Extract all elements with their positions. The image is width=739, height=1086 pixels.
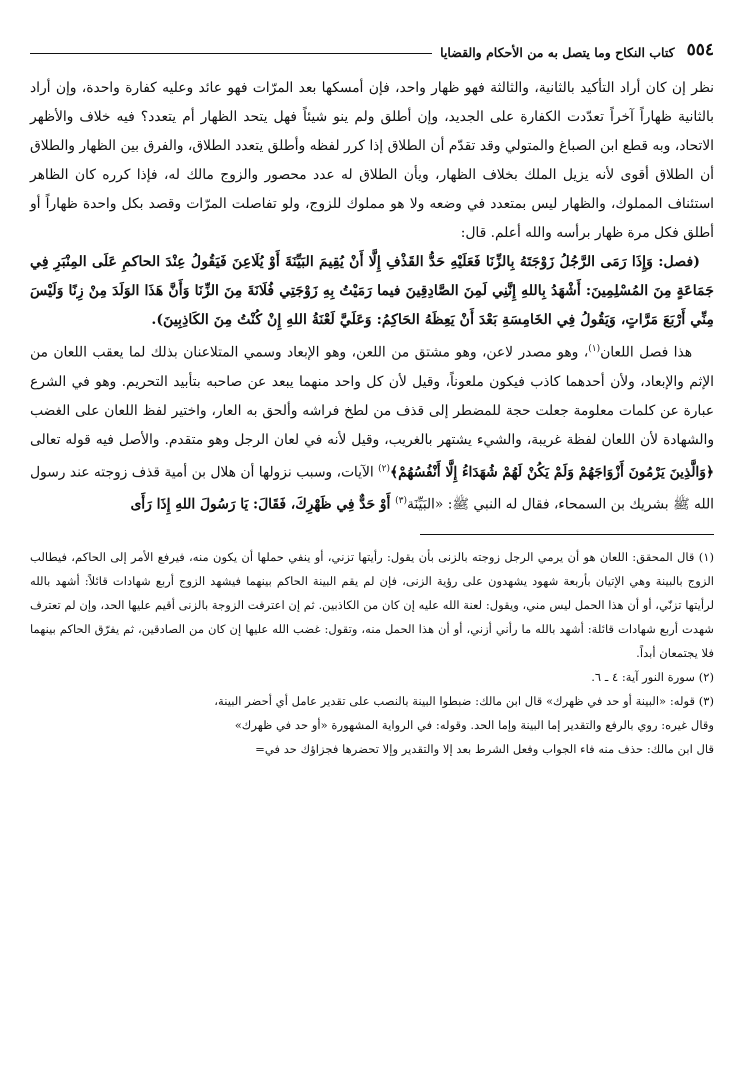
footnote-3-cont: قال ابن مالك: حذف منه فاء الجواب وفعل الشرط بعد إلا والتقدير وإلا تحضرها فجزاؤك حد في= [255, 741, 714, 756]
hadith-text: أَوْ حَدٌّ فِي ظَهْرِكَ، فَقَالَ: يَا رَسُولَ اللهِ إِذَا رَأَى [130, 496, 396, 513]
footnote-3-cont: وقال غيره: روي بالرفع والتقدير إما البينة وإما الحد. وقوله: في الرواية المشهورة «أو حد في ظهرك» [234, 717, 714, 732]
running-title: كتاب النكاح وما يتصل به من الأحكام والقضايا [440, 45, 675, 60]
main-text [30, 74, 714, 520]
footnotes [30, 545, 714, 761]
text-run: ، وهو مصدر لاعن، وهو مشتق من اللعن، وهو الإبعاد وسمي المتلاعنان بذلك لما يعقب اللعان من الإثم والإبعاد، ولأن أحدهما كاذب فيكون ملعوناً، وقيل لأن كل واحد منهما يبعد عن صاحبه بتأبيد التحريم. وهو في الشرع عبارة عن كلمات معلومة جعلت حجة للمضطر إلى قذف من لطخ فراشه وألحق به العار، واختير لفظ اللعان على الغضب والشهادة لأن اللعان لفظة غريبة، والشيء يشتهر بالغريب، وقيل لأنه في لعان الرجل وهو متقدم. والأصل فيه قوله تعالى [30, 344, 714, 448]
footnote-3: (٣) قوله: «البينة أو حد في ظهرك» قال ابن مالك: ضبطوا البينة بالنصب على تقدير عامل أي أحضر البينة، [214, 693, 714, 708]
footnote-separator [420, 534, 714, 535]
quran-verse: ﴿وَالَّذِينَ يَرْمُونَ أَزْوَاجَهُمْ وَلَمْ يَكُنْ لَهُمْ شُهَدَاءُ إِلَّا أَنْفُسُهُمْ﴾ [390, 464, 714, 481]
book-page [30, 28, 714, 761]
footnote-ref-2[interactable]: (٢) [378, 463, 390, 474]
page-header [30, 28, 714, 60]
text-run: هذا فصل اللعان [600, 344, 692, 361]
header-rule [30, 53, 432, 54]
footnote-ref-3[interactable]: (٣) [395, 496, 407, 507]
footnote-2: (٢) سورة النور آية: ٤ ـ ٦. [591, 669, 714, 684]
paragraph-commentary-1: نظر إن كان أراد التأكيد بالثانية، والثالثة فهو ظهار واحد، فإن أمسكها بعد المرّات فهو عائد وعليه كفارة واحدة، وإن أراد بالثانية ظهاراً آخراً تعدّدت الكفارة على الجديد، وإن أطلق ولم ينو شيئاً فهل يتحد الظهار أم يتعدد؟ فيه خلاف والأظهر الاتحاد، وبه قطع ابن الصباغ والمتولي وقد تقدّم أن الطلاق إذا كرر لفظه وأطلق يتعدد الطلاق، والفرق بين الظهار والطلاق أن الطلاق أقوى لأنه يزيل الملك بخلاف الظهار، ويأن الطلاق له عدد محصور والزوج مالك له، فإذا كرره كان الظاهر استئناف المملوك، والظهار ليس بمتعدد في وضعه ولا هو مملوك للزوج، ولو تفاصلت المرّات وقصد بكل واحدة ظهاراً أو أطلق فكل مرة ظهار برأسه والله أعلم. قال: [30, 80, 714, 241]
footnote-ref-1[interactable]: (١) [588, 344, 601, 354]
paragraph-commentary-2 [30, 335, 714, 520]
page-number: ٥٥٤ [686, 40, 714, 60]
footnote-1: (١) قال المحقق: اللعان هو أن يرمي الرجل زوجته بالزنى بأن يقول: رأيتها تزني، أو ينفي حملها أن يكون منه، فيرفع الأمر إلى الحاكم، فيطالب الزوج بالبينة وهي الإتيان بأربعة شهود يشهدون على رؤية الزنى، فإن لم يقم البينة الحاكم بينهما فيشهد الزوج أربع شهادات قائلاً: أشهد بالله لرأيتها تزنّي، أو أن هذا الحمل ليس مني، ويقول: لعنة الله عليه إن كان من الكاذبين. ثم إن اعترفت الزوجة بالزنى أقيم عليها الحد، وإن لم تعترف شهدت أربع شهادات قائلة: أشهد بالله ما رأني أزني، أو أن هذا الحمل منه، وتقول: غضب الله عليها إن كان من الصادقين، ثم يفرّق الحاكم بينهما فلا يجتمعان أبداً. [30, 549, 714, 660]
matn-section-lian: (فصل: وَإِذَا رَمَى الرَّجُلُ زَوْجَتَهُ بِالزِّنَا فَعَلَيْهِ حَدُّ القَذْفِ إِلَّا أَنْ يُقِيمَ البَيِّنَةَ أَوْ يُلَاعِنَ فَيَقُولُ عِنْدَ الحاكمِ عَلَى المِنْبَرِ فِي جَمَاعَةٍ مِنَ المُسْلِمِينَ: أَشْهَدُ بِاللهِ إِنَّنِي لَمِنَ الصَّادِقِينَ فيما رَمَيْتُ بِهِ زَوْجَتِي فُلَانَةَ مِنَ الزِّنَا وَأَنَّ هَذَا الوَلَدَ مِنْ زِنًا وَلَيْسَ مِنِّي أَرْبَعَ مَرَّاتٍ، وَيَقُولُ فِي الخَامِسَةِ بَعْدَ أَنْ يَعِظَهُ الحَاكِمُ: وَعَلَيَّ لَعْنَةُ اللهِ إِنْ كُنْتُ مِنَ الكَاذِبِينَ). [30, 254, 714, 328]
text-run: الآيات، وسبب نزولها أن هلال بن أمية قذف زوجته عند رسول الله ﷺ بشريك بن السمحاء، فقال له النبي ﷺ: «البَيِّنَة [30, 464, 714, 513]
